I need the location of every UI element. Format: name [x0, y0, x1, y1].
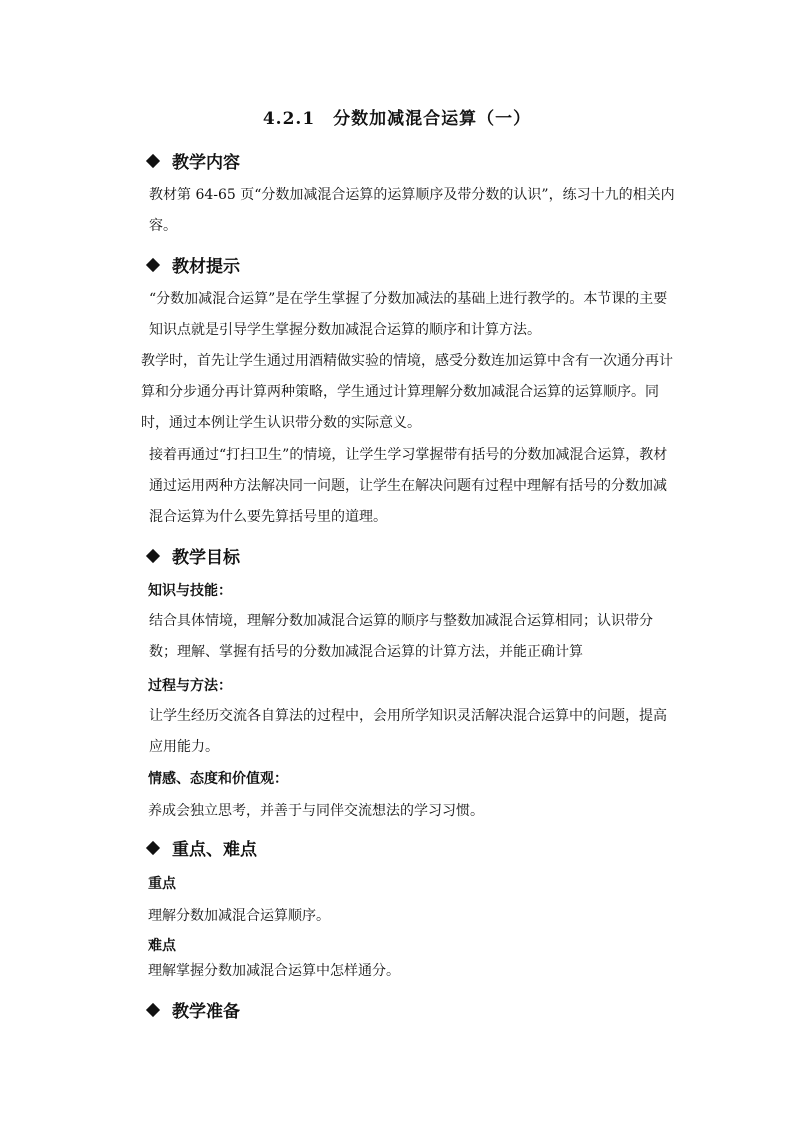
paragraph-text: 结合具体情境，理解分数加减混合运算的顺序与整数加减混合运算相同；认识带分数；理解、掌握有括号的分数加减混合运算的计算方法，并能正确计算 [149, 613, 653, 660]
section-heading-content [148, 148, 240, 173]
paragraph-text: 教学时，首先让学生通过用酒精做实验的情境，感受分数连加运算中含有一次通分再计算和分步通分再计算两种策略，学生通过计算理解分数加减混合运算的运算顺序。同时，通过本例让学生认识带分数的实际意义。 [141, 353, 673, 431]
diamond-bullet-icon [146, 257, 160, 271]
difficult-label: 难点 [148, 938, 176, 954]
paragraph-text: “分数加减混合运算”是在学生掌握了分数加减法的基础上进行教学的。本节课的主要知识点就是引导学生掌握分数加减混合运算的顺序和计算方法。 [149, 291, 668, 338]
diamond-bullet-icon [146, 1002, 160, 1016]
key-label: 重点 [148, 876, 176, 892]
heading-text: 教学内容 [172, 153, 240, 173]
heading-text: 教材提示 [172, 257, 240, 277]
goals-process-label: 过程与方法： [148, 678, 232, 694]
diamond-bullet-icon [146, 548, 160, 562]
heading-text: 教学准备 [172, 1002, 240, 1022]
hints-paragraph-1 [121, 284, 677, 346]
paragraph-text: 让学生经历交流各自算法的过程中，会用所学知识灵活解决混合运算中的问题，提高应用能力。 [149, 708, 667, 755]
goals-knowledge-label: 知识与技能： [148, 583, 232, 599]
section-heading-key-points [148, 835, 257, 860]
heading-text: 教学目标 [172, 548, 240, 568]
difficult-text: 理解掌握分数加减混合运算中怎样通分。 [148, 963, 400, 979]
document-title: 4.2.1 分数加减混合运算（一） [262, 109, 532, 129]
section-heading-goals [148, 543, 240, 568]
diamond-bullet-icon [146, 840, 160, 854]
goals-knowledge-paragraph [121, 606, 677, 668]
hints-paragraph-2 [121, 346, 677, 439]
content-paragraph [121, 180, 677, 242]
goals-emotion-label: 情感、态度和价值观： [148, 771, 288, 787]
paragraph-text: 教材第 64-65 页“分数加减混合运算的运算顺序及带分数的认识”，练习十九的相关内容。 [149, 187, 675, 234]
key-text: 理解分数加减混合运算顺序。 [148, 908, 330, 924]
section-heading-preparation [148, 997, 240, 1022]
paragraph-text: 接着再通过“打扫卫生”的情境，让学生学习掌握带有括号的分数加减混合运算，教材通过运用两种方法解决同一问题，让学生在解决问题有过程中理解有括号的分数加减混合运算为什么要先算括号里的道理。 [149, 447, 668, 525]
hints-paragraph-3 [121, 440, 677, 533]
goals-process-paragraph [121, 701, 677, 763]
diamond-bullet-icon [146, 153, 160, 167]
goals-emotion-text: 养成会独立思考，并善于与同伴交流想法的学习习惯。 [148, 803, 484, 819]
section-heading-hints [148, 252, 240, 277]
heading-text: 重点、难点 [172, 840, 257, 860]
